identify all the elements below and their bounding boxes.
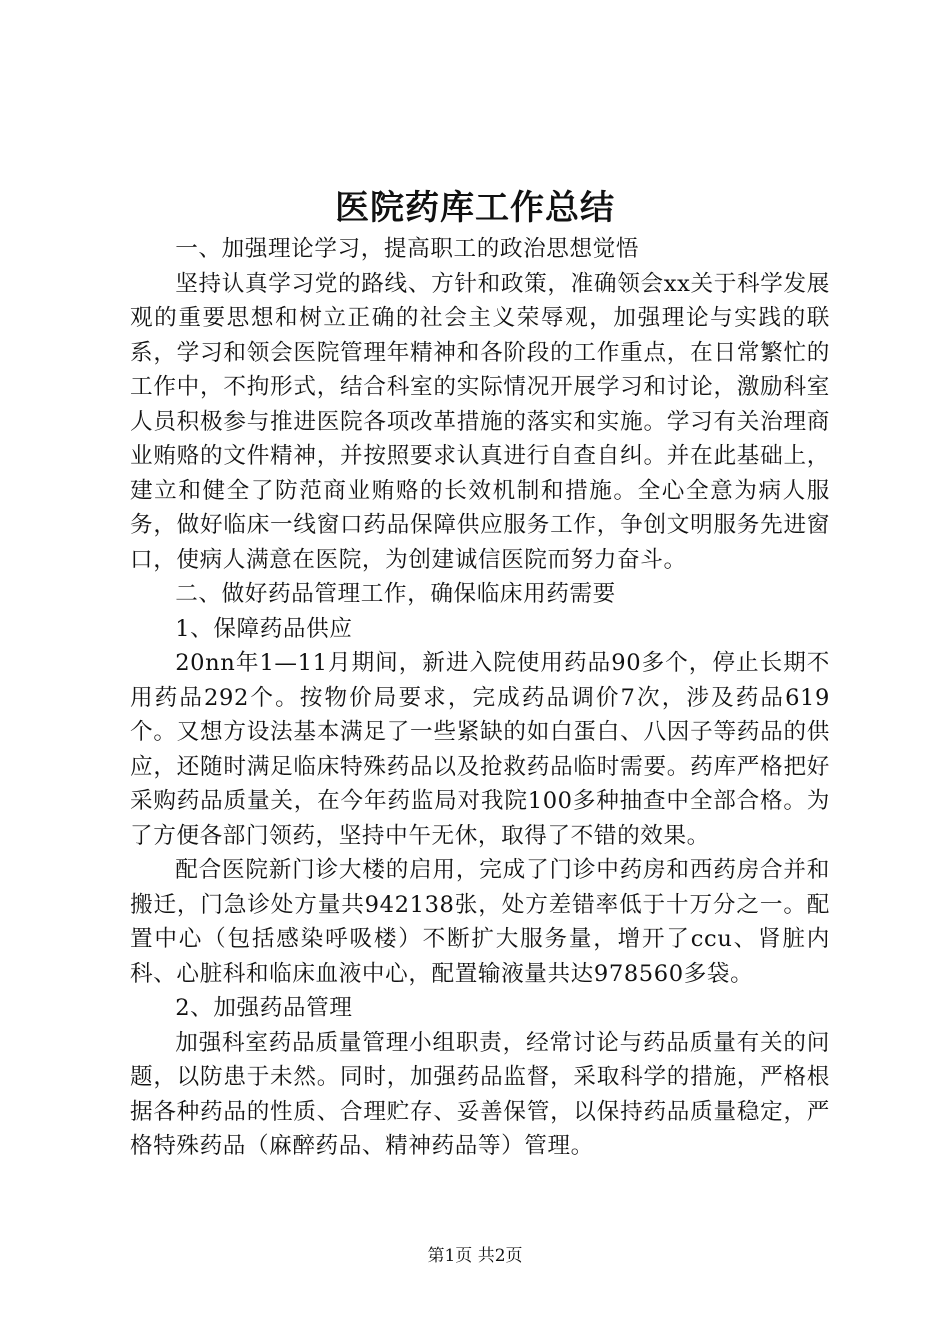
page-number-footer: 第1页 共2页 bbox=[427, 1246, 523, 1266]
subheading-supply: 1、保障药品供应 bbox=[175, 615, 353, 642]
paragraph-supply-stats: 20nn年1—11月期间，新进入院使用药品90多个，停止长期不用药品292个。按物价局要求，完成药品调价7次，涉及药品619个。又想方设法基本满足了一些紧缺的如白蛋白、八因子等药品的供应，还随时满足临床特殊药品以及抢救药品临时需要。药库严格把好采购药品质量关，在今年药监局对我院100多种抽查中全部合格。为了方便各部门领药，坚持中午无休，取得了不错的效果。 bbox=[130, 650, 830, 849]
paragraph-theory-study: 坚持认真学习党的路线、方针和政策，准确领会xx关于科学发展观的重要思想和树立正确的社会主义荣辱观，加强理论与实践的联系，学习和领会医院管理年精神和各阶段的工作重点，在日常繁忙的工作中，不拘形式，结合科室的实际情况开展学习和讨论，激励科室人员积极参与推进医院各项改革措施的落实和实施。学习有关治理商业贿赂的文件精神，并按照要求认真进行自查自纠。并在此基础上，建立和健全了防范商业贿赂的长效机制和措施。全心全意为病人服务，做好临床一线窗口药品保障供应服务工作，争创文明服务先进窗口，使病人满意在医院，为创建诚信医院而努力奋斗。 bbox=[130, 270, 830, 573]
subheading-management: 2、加强药品管理 bbox=[175, 995, 353, 1021]
section-heading-theory: 一、加强理论学习，提高职工的政治思想觉悟 bbox=[175, 236, 640, 262]
document-body bbox=[130, 232, 830, 1164]
paragraph-outpatient-pharmacy: 配合医院新门诊大楼的启用，完成了门诊中药房和西药房合并和搬迁，门急诊处方量共942138张，处方差错率低于十万分之一。配置中心（包括感染呼吸楼）不断扩大服务量，增开了ccu、肾脏内科、心脏科和临床血液中心，配置输液量共达978560多袋。 bbox=[130, 857, 830, 987]
page-title: 医院药库工作总结 bbox=[335, 188, 615, 228]
paragraph-quality-management: 加强科室药品质量管理小组职责，经常讨论与药品质量有关的问题，以防患于未然。同时，加强药品监督，采取科学的措施，严格根据各种药品的性质、合理贮存、妥善保管，以保持药品质量稳定，严格特殊药品（麻醉药品、精神药品等）管理。 bbox=[130, 1029, 830, 1159]
section-heading-drug-management: 二、做好药品管理工作，确保临床用药需要 bbox=[175, 581, 616, 607]
